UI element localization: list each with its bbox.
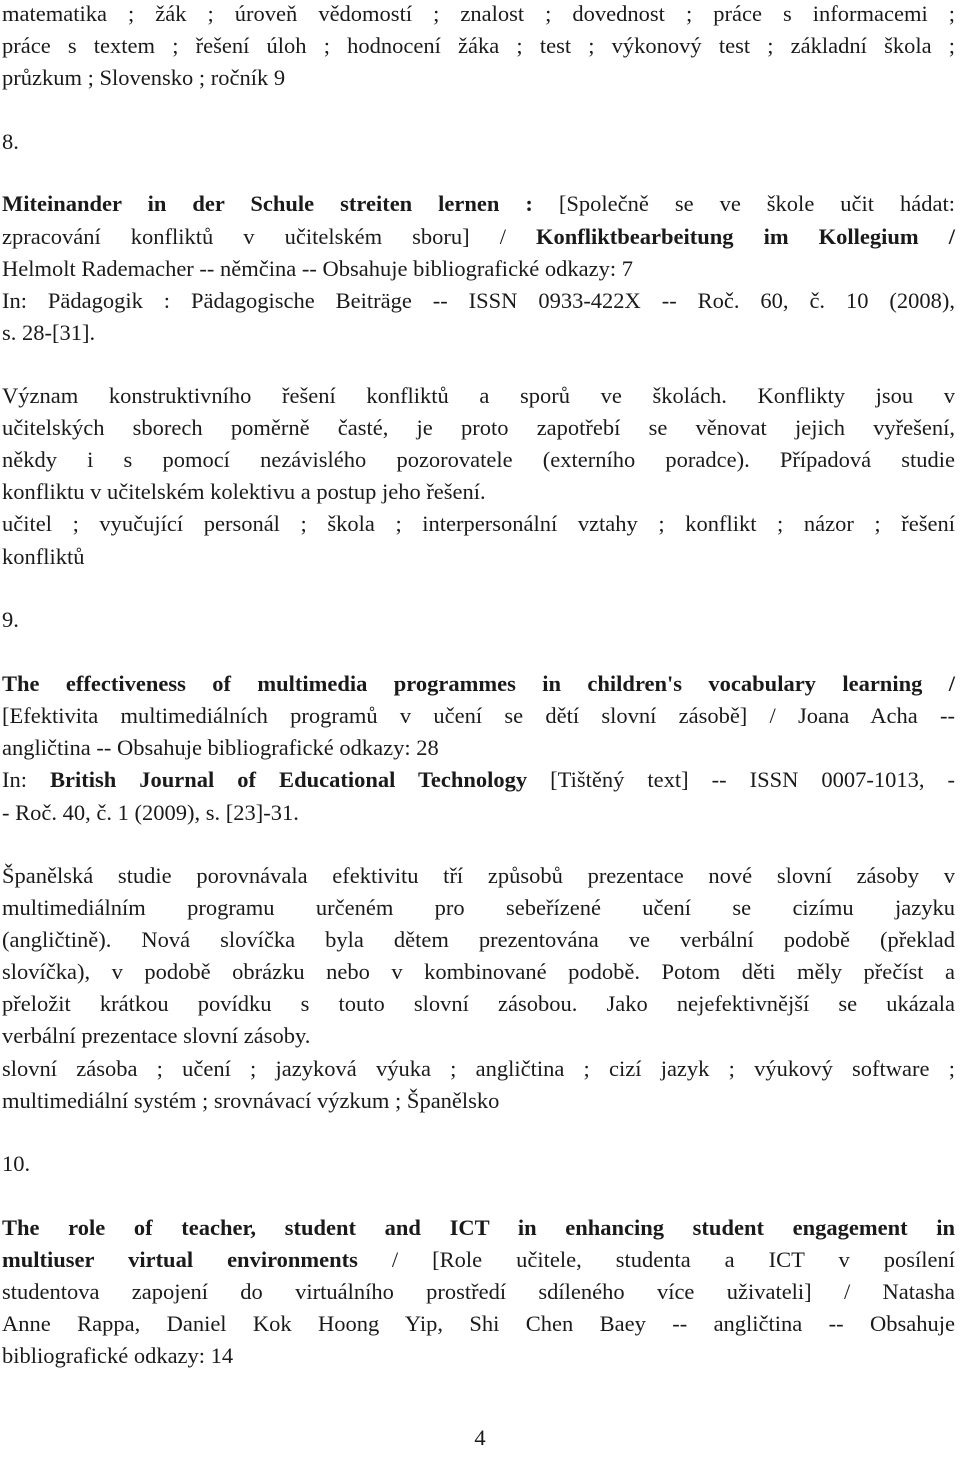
entry-author-line: Anne Rappa, Daniel Kok Hoong Yip, Shi Chen Baey -- angličtina -- Obsahuje — [2, 1311, 955, 1336]
source-details: [Tištěný text] -- ISSN 0007-1013, - — [527, 767, 955, 792]
entry-number: 8. — [2, 129, 19, 154]
abstract-line: verbální prezentace slovní zásoby. — [2, 1023, 311, 1048]
abstract-line: konfliktu v učitelském kolektivu a postup jeho řešení. — [2, 479, 486, 504]
abstract-line: (angličtině). Nová slovíčka byla dětem prezentována ve verbální podobě (překlad — [2, 927, 955, 952]
keywords-line: multimediální systém ; srovnávací výzkum ; Španělsko — [2, 1088, 500, 1113]
entry-source: - Roč. 40, č. 1 (2009), s. [23]-31. — [2, 800, 299, 825]
keywords-line: matematika ; žák ; úroveň vědomostí ; znalost ; dovednost ; práce s informacemi ; — [2, 1, 955, 26]
entry-title — [2, 190, 955, 218]
entry-author-line: bibliografické odkazy: 14 — [2, 1343, 234, 1368]
abstract-line: někdy i s pomocí nezávislého pozorovatele (externího poradce). Případová studie — [2, 447, 955, 472]
title-translation: zpracování konfliktů v učitelském sboru] / — [2, 224, 537, 249]
page-number: 4 — [474, 1425, 486, 1450]
entry-title — [2, 670, 955, 698]
entry-title-line: studentova zapojení do virtuálního prostředí sdíleného více uživateli] / Natasha — [2, 1279, 955, 1304]
entry-number: 10. — [2, 1151, 31, 1176]
title-bold: The role of teacher, student and ICT in enhancing student engagement in — [2, 1215, 955, 1240]
keywords-line: práce s textem ; řešení úloh ; hodnocení žáka ; test ; výkonový test ; základní škola ; — [2, 33, 955, 58]
entry-title-line — [2, 223, 955, 251]
abstract-line: přeložit krátkou povídku s touto slovní zásobou. Jako nejefektivnější se ukázala — [2, 991, 955, 1016]
title-translation: [Společně se ve škole učit hádat: — [532, 191, 955, 216]
entry-author-line: Helmolt Rademacher -- němčina -- Obsahuje bibliografické odkazy: 7 — [2, 256, 634, 281]
title-bold: multiuser virtual environments — [2, 1247, 358, 1272]
entry-title-line: [Efektivita multimediálních programů v učení se dětí slovní zásobě] / Joana Acha -- — [2, 703, 955, 728]
entry-author-line: angličtina -- Obsahuje bibliografické odkazy: 28 — [2, 735, 439, 760]
entry-source: In: Pädagogik : Pädagogische Beiträge -- ISSN 0933-422X -- Roč. 60, č. 10 (2008), — [2, 288, 955, 313]
abstract-line: Španělská studie porovnávala efektivitu tří způsobů prezentace nové slovní zásoby v — [2, 863, 955, 888]
abstract-line: slovíčka), v podobě obrázku nebo v kombinované podobě. Potom děti měly přečíst a — [2, 959, 955, 984]
entry-number: 9. — [2, 607, 19, 632]
title-translation: / [Role učitele, studenta a ICT v posílení — [357, 1247, 955, 1272]
journal-title: British Journal of Educational Technology — [50, 767, 528, 792]
title-bold: Konfliktbearbeitung im Kollegium / — [536, 224, 955, 249]
abstract-line: učitelských sborech poměrně časté, je proto zapotřebí se věnovat jejich vyřešení, — [2, 415, 955, 440]
title-bold: Miteinander in der Schule streiten lernen : — [2, 191, 533, 216]
entry-source: s. 28-[31]. — [2, 320, 96, 345]
source-prefix: In: — [2, 767, 51, 792]
title-bold: The effectiveness of multimedia programmes in children's vocabulary learning / — [2, 671, 955, 696]
abstract-line: multimediálním programu určeném pro sebeřízené učení se cizímu jazyku — [2, 895, 955, 920]
abstract-line: Význam konstruktivního řešení konfliktů a sporů ve školách. Konflikty jsou v — [2, 383, 955, 408]
entry-source — [2, 766, 955, 794]
keywords-line: konfliktů — [2, 544, 85, 569]
entry-title — [2, 1214, 955, 1242]
keywords-line: učitel ; vyučující personál ; škola ; interpersonální vztahy ; konflikt ; názor ; řešení — [2, 511, 955, 536]
keywords-line: slovní zásoba ; učení ; jazyková výuka ; angličtina ; cizí jazyk ; výukový software ; — [2, 1056, 955, 1081]
entry-title-line — [2, 1246, 955, 1274]
keywords-line: průzkum ; Slovensko ; ročník 9 — [2, 65, 286, 90]
